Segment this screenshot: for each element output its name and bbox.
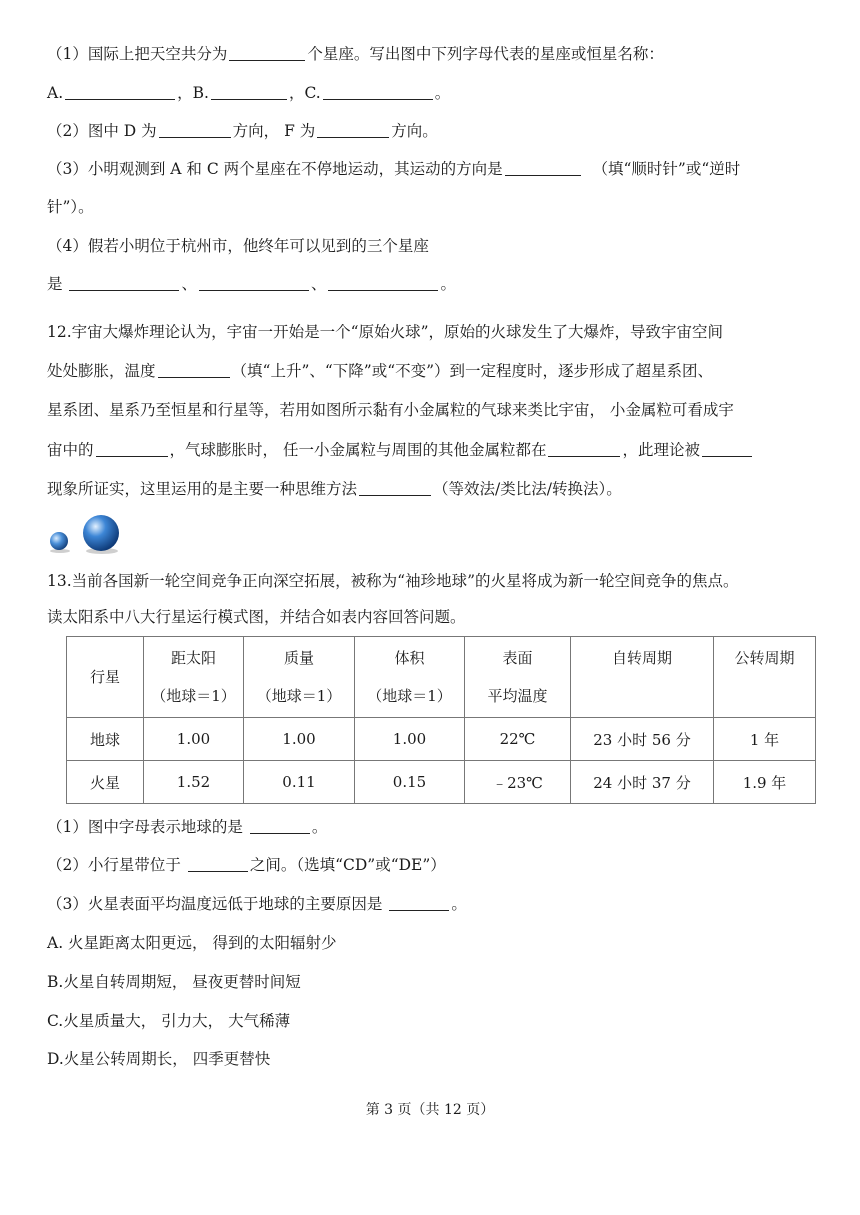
- q11-part3-line: （3）小明观测到 A 和 C 两个星座在不停地运动，其运动的方向是 （填“顺时针”或“逆时: [47, 160, 741, 178]
- table-cell: 火星: [67, 761, 144, 804]
- answer-blank-asteroid-belt[interactable]: [188, 855, 248, 872]
- balloon-spheres-icon: [46, 512, 126, 556]
- q12-line4: 宙中的 ，气球膨胀时， 任一小金属粒与周围的其他金属粒都在 ，此理论被: [47, 440, 754, 460]
- table-cell: 1.9 年: [714, 761, 816, 804]
- q11-part2-line: （2）图中 D 为 方向， F 为 方向。: [47, 122, 438, 140]
- table-cell: 0.11: [244, 761, 355, 804]
- table-cell: 地球: [67, 718, 144, 761]
- header-volume: 体积 （地球＝1）: [355, 637, 465, 718]
- header-distance: 距太阳 （地球＝1）: [144, 637, 244, 718]
- table-cell: 24 小时 37 分: [571, 761, 714, 804]
- answer-blank-temperature[interactable]: [158, 361, 230, 378]
- answer-blank-direction[interactable]: [505, 159, 581, 176]
- table-cell: 22℃: [465, 718, 571, 761]
- header-temperature: 表面 平均温度: [465, 637, 571, 718]
- answer-blank-earth-letter[interactable]: [250, 817, 310, 834]
- option-b[interactable]: B.火星自转周期短， 昼夜更替时间短: [47, 973, 301, 991]
- answer-blank-constellation-2[interactable]: [199, 274, 309, 291]
- q13-sub3: （3）火星表面平均温度远低于地球的主要原因是 。: [47, 895, 467, 913]
- header-rotation: 自转周期: [571, 637, 714, 718]
- table-header-row: [67, 637, 816, 718]
- q11-part1-line: （1）国际上把天空共分为 个星座。写出图中下列字母代表的星座或恒星名称：: [47, 45, 664, 63]
- q12-line1: 12.宇宙大爆炸理论认为，宇宙一开始是一个“原始火球”，原始的火球发生了大爆炸，导致宇宙空间: [47, 323, 724, 341]
- header-mass: 质量 （地球＝1）: [244, 637, 355, 718]
- table-cell: ﹣23℃: [465, 761, 571, 804]
- q11-abc-line: A. ，B. ，C. 。: [47, 84, 451, 102]
- answer-blank-constellation-3[interactable]: [328, 274, 438, 291]
- q12-line3: 星系团、星系乃至恒星和行星等，若用如图所示黏有小金属粒的气球来类比宇宙， 小金属粒可看成宇: [47, 401, 734, 419]
- table-cell: 1.00: [144, 718, 244, 761]
- page-footer: 第 3 页（共 12 页）: [365, 1102, 495, 1118]
- option-d[interactable]: D.火星公转周期长， 四季更替快: [47, 1050, 271, 1068]
- table-cell: 0.15: [355, 761, 465, 804]
- table-row: [67, 761, 816, 804]
- header-planet: 行星: [67, 637, 144, 718]
- q12-line5: 现象所证实，这里运用的是主要一种思维方法 （等效法/类比法/转换法）。: [47, 480, 622, 498]
- table-cell: 23 小时 56 分: [571, 718, 714, 761]
- answer-blank-c[interactable]: [323, 83, 433, 100]
- answer-blank-constellation-1[interactable]: [69, 274, 179, 291]
- answer-blank-evidence[interactable]: [702, 440, 752, 457]
- q11-part4-line: （4）假若小明位于杭州市，他终年可以见到的三个星座: [47, 237, 429, 255]
- answer-blank-d[interactable]: [159, 121, 231, 138]
- header-revolution: 公转周期: [714, 637, 816, 718]
- q13-sub1: （1）图中字母表示地球的是 。: [47, 818, 328, 836]
- table-cell: 1.00: [355, 718, 465, 761]
- planet-comparison-table: [66, 636, 816, 804]
- table-row: [67, 718, 816, 761]
- q11-part3-line2: 针”）。: [47, 198, 94, 216]
- answer-blank-reason[interactable]: [389, 894, 449, 911]
- answer-blank-method[interactable]: [359, 479, 431, 496]
- answer-blank-f[interactable]: [317, 121, 389, 138]
- answer-blank[interactable]: [229, 44, 305, 61]
- q13-line1: 13.当前各国新一轮空间竞争正向深空拓展，被称为“袖珍地球”的火星将成为新一轮空间竞争的焦点。: [47, 572, 739, 590]
- answer-blank-b[interactable]: [211, 83, 287, 100]
- table-cell: 1 年: [714, 718, 816, 761]
- answer-blank-analogy[interactable]: [96, 440, 168, 457]
- q12-line2: 处处膨胀，温度 （填“上升”、“下降”或“不变”）到一定程度时，逐步形成了超星系团、: [47, 362, 714, 380]
- q11-part4-answers: 是 、 、 。: [47, 275, 456, 293]
- option-c[interactable]: C.火星质量大， 引力大， 大气稀薄: [47, 1012, 291, 1030]
- table-cell: 1.52: [144, 761, 244, 804]
- table-cell: 1.00: [244, 718, 355, 761]
- answer-blank-a[interactable]: [65, 83, 175, 100]
- answer-blank-motion[interactable]: [548, 440, 620, 457]
- option-a[interactable]: A. 火星距离太阳更远， 得到的太阳辐射少: [47, 934, 337, 952]
- q13-line2: 读太阳系中八大行星运行模式图，并结合如表内容回答问题。: [47, 608, 466, 626]
- q13-sub2: （2）小行星带位于 之间。（选填“CD”或“DE”）: [47, 856, 446, 874]
